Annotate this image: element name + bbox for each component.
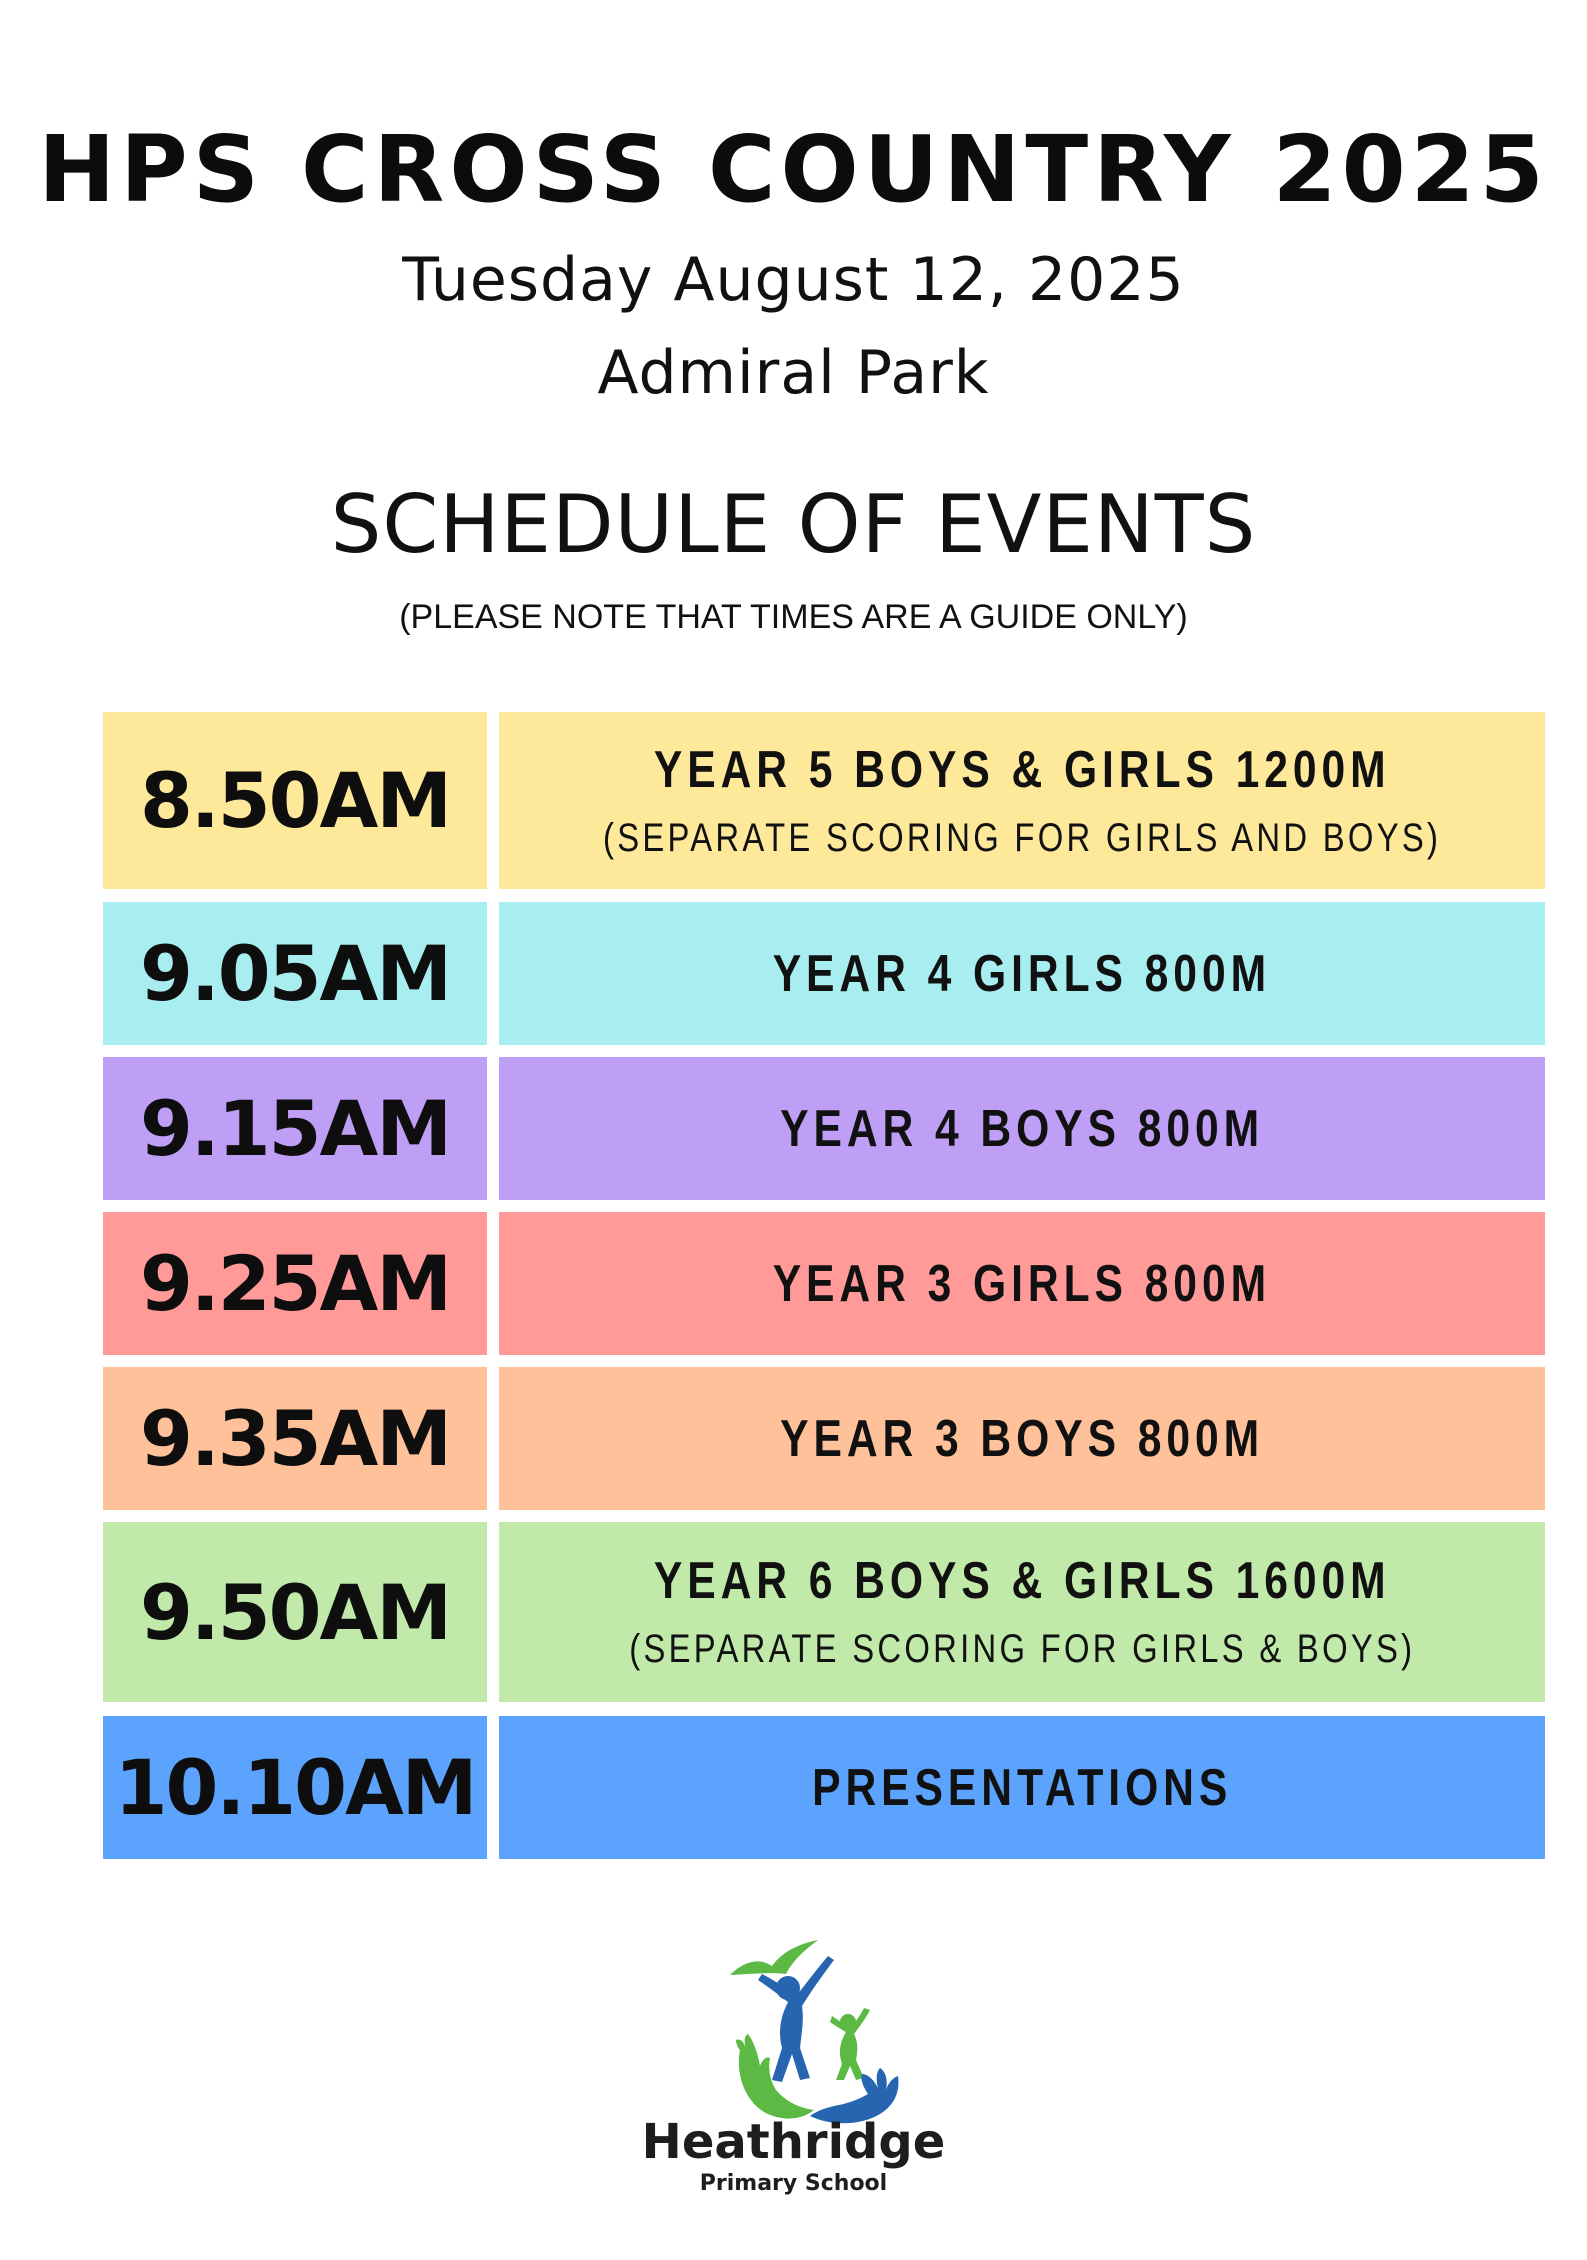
event-date: Tuesday August 12, 2025 — [402, 245, 1185, 315]
event-venue: Admiral Park — [597, 338, 990, 408]
event-name: YEAR 3 BOYS 800M — [780, 1409, 1264, 1468]
time-cell: 9.25AM — [103, 1212, 487, 1355]
event-cell — [499, 1522, 1545, 1702]
school-subtitle: Primary School — [699, 2171, 888, 2196]
time-cell: 9.50AM — [103, 1522, 487, 1702]
event-name: PRESENTATIONS — [811, 1758, 1233, 1817]
time-cell: 10.10AM — [103, 1716, 487, 1859]
schedule-row — [103, 1212, 1545, 1355]
schedule-row — [103, 1522, 1545, 1702]
bird-icon — [730, 1940, 818, 1975]
school-logo-icon — [730, 1930, 900, 2130]
event-cell — [499, 1057, 1545, 1200]
school-logo — [680, 1930, 940, 2260]
event-name: YEAR 4 GIRLS 800M — [772, 944, 1272, 1003]
time-cell: 8.50AM — [103, 712, 487, 889]
schedule-note: (PLEASE NOTE THAT TIMES ARE A GUIDE ONLY) — [399, 598, 1188, 636]
schedule-row — [103, 1367, 1545, 1510]
event-name: YEAR 6 BOYS & GIRLS 1600M — [653, 1552, 1391, 1610]
time-cell: 9.05AM — [103, 902, 487, 1045]
schedule-row — [103, 1716, 1545, 1859]
schedule-row — [103, 712, 1545, 889]
event-note: (SEPARATE SCORING FOR GIRLS AND BOYS) — [602, 815, 1442, 860]
event-note: (SEPARATE SCORING FOR GIRLS & BOYS) — [628, 1627, 1416, 1671]
time-cell: 9.15AM — [103, 1057, 487, 1200]
event-name: YEAR 5 BOYS & GIRLS 1200M — [653, 740, 1391, 799]
schedule-heading: SCHEDULE OF EVENTS — [330, 478, 1257, 571]
event-cell — [499, 1716, 1545, 1859]
event-cell — [499, 712, 1545, 889]
schedule-row — [103, 1057, 1545, 1200]
schedule-row — [103, 902, 1545, 1045]
event-cell — [499, 1367, 1545, 1510]
event-name: YEAR 3 GIRLS 800M — [772, 1254, 1272, 1313]
event-cell — [499, 1212, 1545, 1355]
event-cell — [499, 902, 1545, 1045]
time-cell: 9.35AM — [103, 1367, 487, 1510]
event-name: YEAR 4 BOYS 800M — [780, 1099, 1264, 1158]
page-title: HPS CROSS COUNTRY 2025 — [38, 116, 1549, 223]
school-name: Heathridge — [641, 2114, 946, 2170]
